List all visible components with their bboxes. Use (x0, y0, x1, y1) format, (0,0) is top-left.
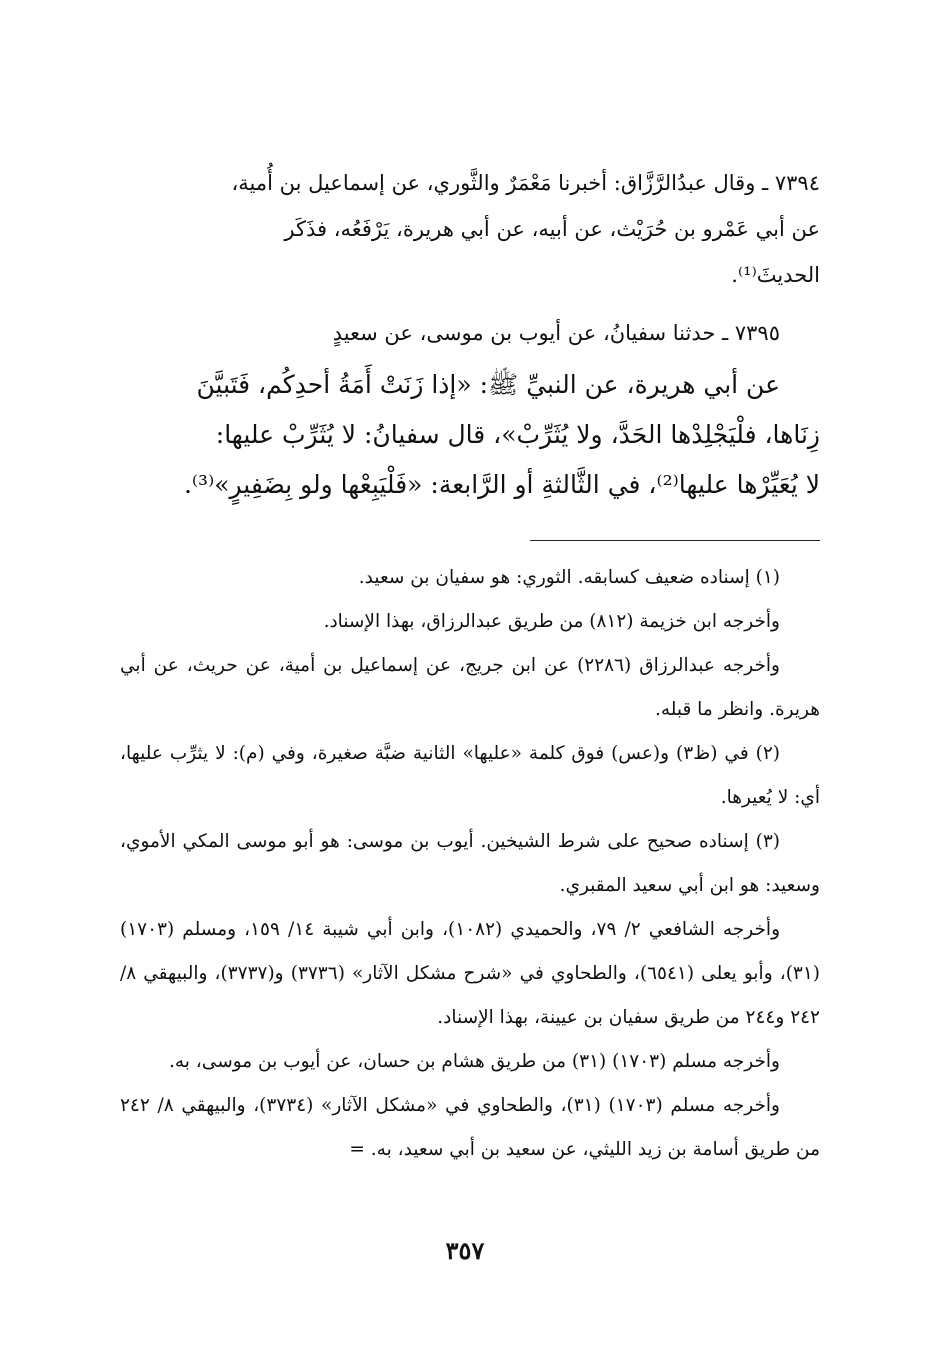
footnote-paragraph: وأخرجه عبدالرزاق (٢٢٨٦) عن ابن جريج، عن إسماعيل بن أمية، عن حريث، عن أبي هريرة. وانظر ما قبله. (120, 655, 820, 720)
footnote-paragraph: وأخرجه ابن خزيمة (٨١٢) من طريق عبدالرزاق، بهذا الإسناد. (323, 611, 780, 632)
hadith-line: ٧٣٩٤ ـ وقال عبدُالرَّزَّاق: أخبرنا مَعْمَرٌ والثَّوري، عن إسماعيل بن أُمية، (231, 171, 820, 195)
hadith-7394 (120, 160, 820, 298)
page-number: ٣٥٧ (445, 1236, 485, 1265)
footnote-paragraph: (٢) في (ظ٣) و(عس) فوق كلمة «عليها» الثانية ضبَّة صغيرة، وفي (م): لا يثرِّب عليها، أي: لا يُعيرها. (120, 743, 820, 808)
hadith-line: عن أبي عَمْرو بن حُرَيْث، عن أبيه، عن أبي هريرة، يَرْفَعُه، فذَكَر (284, 217, 820, 241)
hadith-line: لا يُعَيِّرْها عليها⁽²⁾، في الثَّالثةِ أو الرَّابعة: «فَلْيَبِعْها ولو بِضَفِيرٍ»⁽³⁾. (183, 470, 820, 499)
hadith-7395-matn (120, 360, 820, 510)
hadith-line: عن أبي هريرة، عن النبيِّ ﷺ: «إذا زَنَتْ أَمَةُ أحدِكُم، فَتَبيَّنَ (196, 370, 780, 399)
hadith-7395-intro (120, 310, 820, 356)
footnote-paragraph: وأخرجه مسلم (١٧٠٣) (٣١)، والطحاوي في «مشكل الآثار» (٣٧٣٤)، والبيهقي ٨/ ٢٤٢ من طريق أسامة بن زيد الليثي، عن سعيد بن أبي سعيد، به. = (120, 1095, 820, 1160)
footnote-paragraph: (١) إسناده ضعيف كسابقه. الثوري: هو سفيان بن سعيد. (358, 567, 780, 588)
footnotes (120, 556, 820, 1172)
hadith-line: ٧٣٩٥ ـ حدثنا سفيانُ، عن أيوب بن موسى، عن سعيدٍ (332, 321, 780, 345)
footnote-paragraph: وأخرجه مسلم (١٧٠٣) (٣١) من طريق هشام بن حسان، عن أيوب بن موسى، به. (168, 1051, 780, 1072)
footnote-paragraph: وأخرجه الشافعي ٢/ ٧٩، والحميدي (١٠٨٢)، وابن أبي شيبة ١٤/ ١٥٩، ومسلم (١٧٠٣) (٣١)، وأبو يعلى (٦٥٤١)، والطحاوي في «شرح مشكل الآثار» (٣٧٣٦) و(٣٧٣٧)، والبيهقي ٨/ ٢٤٢ و٢٤٤ من طريق سفيان بن عيينة، بهذا الإسناد. (120, 919, 821, 1028)
hadith-line: الحديثَ⁽¹⁾. (731, 263, 820, 287)
hadith-line: زِنَاها، فلْيَجْلِدْها الحَدَّ، ولا يُثَرِّبْ»، قال سفيانُ: لا يُثَرِّبْ عليها: (215, 420, 820, 449)
footnote-separator (530, 540, 820, 541)
footnote-paragraph: (٣) إسناده صحيح على شرط الشيخين. أيوب بن موسى: هو أبو موسى المكي الأموي، وسعيد: هو ابن أبي سعيد المقبري. (120, 831, 820, 896)
